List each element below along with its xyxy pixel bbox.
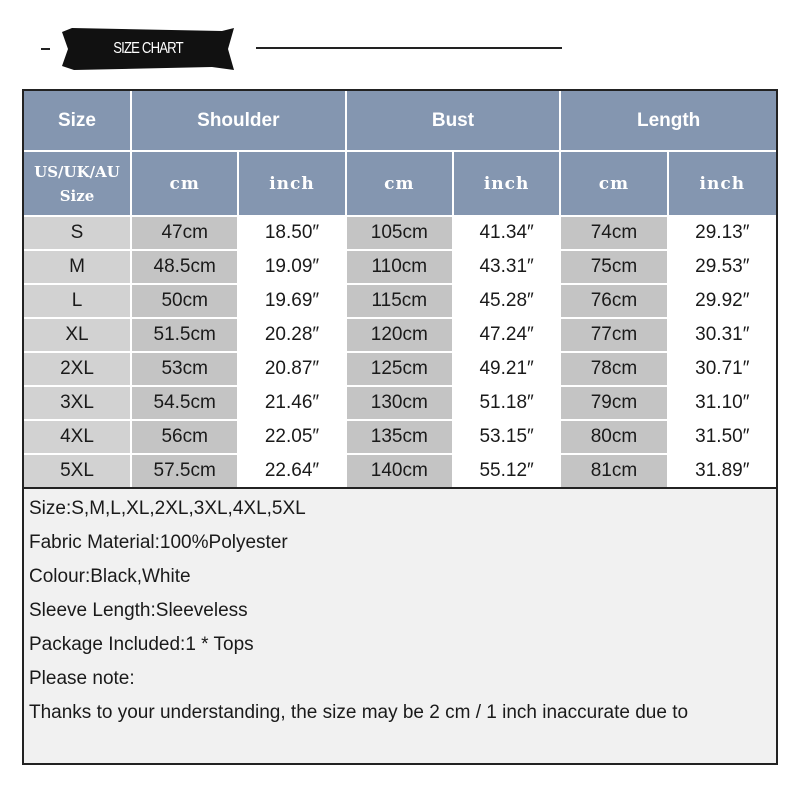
shoulder-inch-value: 19.09″	[239, 251, 346, 285]
size-table	[24, 91, 776, 489]
header-bust-inch: inch	[454, 152, 561, 217]
shoulder-cm-value: 47cm	[132, 217, 239, 251]
header-bust: Bust	[347, 91, 562, 152]
size-value: 5XL	[24, 455, 132, 489]
shoulder-cm-value: 48.5cm	[132, 251, 239, 285]
header-shoulder-inch: inch	[239, 152, 346, 217]
size-value: 4XL	[24, 421, 132, 455]
length-inch-value: 29.92″	[669, 285, 776, 319]
header-shoulder-cm: cm	[132, 152, 239, 217]
header-length: Length	[561, 91, 776, 152]
size-value: 2XL	[24, 353, 132, 387]
shoulder-inch-value: 20.28″	[239, 319, 346, 353]
shoulder-cm-value: 56cm	[132, 421, 239, 455]
length-inch-value: 30.31″	[669, 319, 776, 353]
length-cm-value: 80cm	[561, 421, 668, 455]
shoulder-inch-value: 18.50″	[239, 217, 346, 251]
shoulder-cm-value: 57.5cm	[132, 455, 239, 489]
header-size: Size	[24, 91, 132, 152]
size-value: S	[24, 217, 132, 251]
shoulder-cm-value: 54.5cm	[132, 387, 239, 421]
length-cm-value: 74cm	[561, 217, 668, 251]
table-row	[24, 217, 776, 251]
banner-right-line	[256, 47, 562, 49]
note-package: Package Included:1 * Tops	[29, 634, 254, 655]
length-inch-value: 31.10″	[669, 387, 776, 421]
header-region-line1: US/UK/AU	[34, 162, 120, 181]
table-row	[24, 455, 776, 489]
bust-cm-value: 120cm	[347, 319, 454, 353]
shoulder-cm-value: 50cm	[132, 285, 239, 319]
length-cm-value: 75cm	[561, 251, 668, 285]
length-inch-value: 31.50″	[669, 421, 776, 455]
size-chart-banner	[62, 28, 234, 70]
table-row	[24, 421, 776, 455]
size-value: L	[24, 285, 132, 319]
header-row-units	[24, 152, 776, 217]
bust-cm-value: 110cm	[347, 251, 454, 285]
bust-inch-value: 49.21″	[454, 353, 561, 387]
length-inch-value: 31.89″	[669, 455, 776, 489]
header-bust-cm: cm	[347, 152, 454, 217]
note-sleeve: Sleeve Length:Sleeveless	[29, 600, 248, 621]
bust-cm-value: 115cm	[347, 285, 454, 319]
bust-inch-value: 55.12″	[454, 455, 561, 489]
bust-cm-value: 140cm	[347, 455, 454, 489]
length-cm-value: 79cm	[561, 387, 668, 421]
banner-left-dash	[41, 48, 50, 50]
note-accuracy: Thanks to your understanding, the size may be 2 cm / 1 inch inaccurate due to	[29, 702, 689, 723]
length-cm-value: 77cm	[561, 319, 668, 353]
note-fabric: Fabric Material:100%Polyester	[29, 532, 288, 553]
header-row-measurements	[24, 91, 776, 152]
shoulder-inch-value: 22.05″	[239, 421, 346, 455]
header-region-size	[24, 152, 132, 217]
shoulder-inch-value: 20.87″	[239, 353, 346, 387]
shoulder-cm-value: 51.5cm	[132, 319, 239, 353]
bust-cm-value: 125cm	[347, 353, 454, 387]
table-row	[24, 285, 776, 319]
table-row	[24, 319, 776, 353]
header-region-line2: Size	[59, 186, 95, 205]
shoulder-inch-value: 19.69″	[239, 285, 346, 319]
header-shoulder: Shoulder	[132, 91, 347, 152]
header-length-cm: cm	[561, 152, 668, 217]
size-chart-frame	[22, 89, 778, 765]
size-value: XL	[24, 319, 132, 353]
size-value: 3XL	[24, 387, 132, 421]
length-cm-value: 76cm	[561, 285, 668, 319]
note-please: Please note:	[29, 668, 135, 689]
bust-inch-value: 45.28″	[454, 285, 561, 319]
bust-cm-value: 130cm	[347, 387, 454, 421]
length-cm-value: 78cm	[561, 353, 668, 387]
note-colour: Colour:Black,White	[29, 566, 191, 587]
size-value: M	[24, 251, 132, 285]
table-row	[24, 251, 776, 285]
bust-inch-value: 47.24″	[454, 319, 561, 353]
bust-inch-value: 43.31″	[454, 251, 561, 285]
bust-inch-value: 41.34″	[454, 217, 561, 251]
bust-inch-value: 51.18″	[454, 387, 561, 421]
header-length-inch: inch	[669, 152, 776, 217]
bust-cm-value: 105cm	[347, 217, 454, 251]
banner-title-text: SIZE CHART	[113, 40, 183, 57]
shoulder-inch-value: 22.64″	[239, 455, 346, 489]
length-cm-value: 81cm	[561, 455, 668, 489]
length-inch-value: 29.53″	[669, 251, 776, 285]
shoulder-cm-value: 53cm	[132, 353, 239, 387]
bust-cm-value: 135cm	[347, 421, 454, 455]
table-row	[24, 387, 776, 421]
product-notes	[24, 489, 776, 763]
shoulder-inch-value: 21.46″	[239, 387, 346, 421]
bust-inch-value: 53.15″	[454, 421, 561, 455]
length-inch-value: 30.71″	[669, 353, 776, 387]
length-inch-value: 29.13″	[669, 217, 776, 251]
table-row	[24, 353, 776, 387]
note-sizes: Size:S,M,L,XL,2XL,3XL,4XL,5XL	[29, 498, 306, 519]
